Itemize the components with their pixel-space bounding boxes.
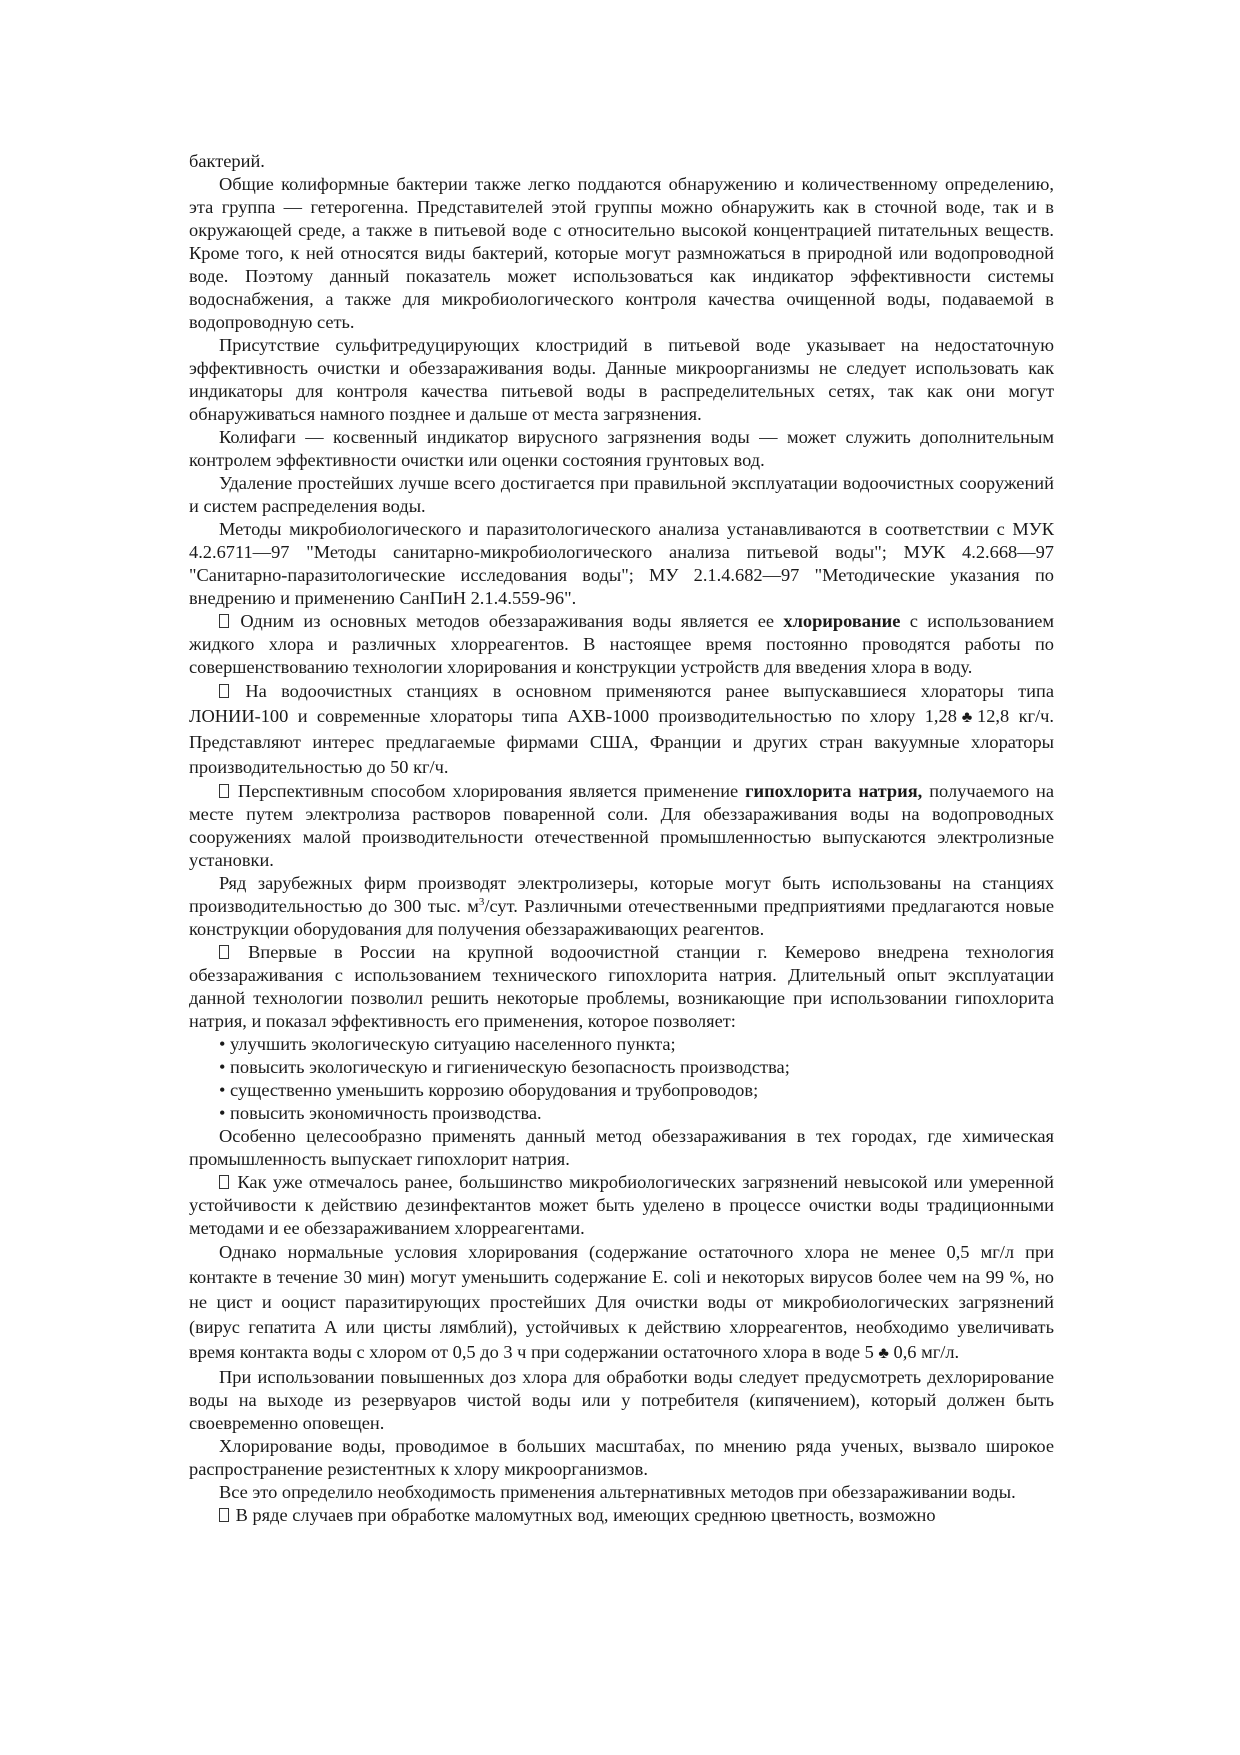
bullet-item: • существенно уменьшить коррозию оборудования и трубопроводов; [219, 1080, 759, 1100]
superscript: 3 [478, 896, 485, 908]
bullet-item: • улучшить экологическую ситуацию населенного пункта; [219, 1034, 676, 1054]
paragraph-13: Как уже отмечалось ранее, большинство микробиологических загрязнений невысокой или умеренной устойчивости к действию дезинфектантов может быть уделено в процессе очистки воды традиционными методами и ее обеззараживанием хлорреагентами. [189, 1172, 1054, 1238]
paragraph-8: На водоочистных станциях в основном применяются ранее выпускавшиеся хлораторы типа ЛОНИИ-100 и современные хлораторы типа АХВ-1000 производительностью по хлору 1,28♣12,8 кг/ч. Представляют интерес предлагаемые фирмами США, Франции и других стран вакуумные хлораторы производительностью до 50 кг/ч. [189, 681, 1055, 777]
club-symbol: ♣ [878, 1345, 889, 1362]
paragraph-1: бактерий. [189, 151, 265, 171]
bullet-item: • повысить экономичность производства. [219, 1103, 542, 1123]
paragraph-6: Методы микробиологического и паразитологического анализа устанавливаются в соответствии с МУК 4.2.6711—97 "Методы санитарно-микробиологического анализа питьевой воды"; МУК 4.2.668—97 "Санитарно-паразитологические исследования воды"; МУ 2.1.4.682—97 "Методические указания по внедрению и применению СанПиН 2.1.4.559-96". [189, 519, 1054, 608]
paragraph-10: Ряд зарубежных фирм производят электролизеры, которые могут быть использованы на станциях производительностью до 300 тыс. $м^3$/сут. Различными отечественными предприятиями предлагаются новые конструкции оборудования для получения обеззараживающих реагентов. [189, 873, 1054, 939]
paragraph-11: Впервые в России на крупной водоочистной станции г. Кемерово внедрена технология обеззараживания с использованием технического гипохлорита натрия. Длительный опыт эксплуатации данной технологии позволил решить некоторые проблемы, возникающие при использовании гипохлорита натрия, и показал эффективность его применения, которое позволяет: [189, 942, 1054, 1031]
missing-glyph-icon [219, 614, 229, 628]
paragraph-18: В ряде случаев при обработке маломутных вод, имеющих среднюю цветность, возможно [189, 1504, 1054, 1527]
bold-term: хлорирование [783, 611, 901, 631]
bullet-item: • повысить экологическую и гигиеническую безопасность производства; [219, 1057, 790, 1077]
missing-glyph-icon [219, 1508, 229, 1522]
paragraph-4: Колифаги — косвенный индикатор вирусного загрязнения воды — может служить дополнительным контролем эффективности очистки или оценки состояния грунтовых вод. [189, 427, 1054, 470]
paragraph-16: Хлорирование воды, проводимое в больших масштабах, по мнению ряда ученых, вызвало широкое распространение резистентных к хлору микроорганизмов. [189, 1436, 1054, 1479]
missing-glyph-icon [219, 784, 229, 798]
document-page [189, 150, 1054, 1527]
paragraph-14: Однако нормальные условия хлорирования (содержание остаточного хлора не менее 0,5 мг/л при контакте в течение 30 мин) могут уменьшить содержание E. coli и некоторых вирусов более чем на 99 %, но не цист и ооцист паразитирующих простейших Для очистки воды от микробиологических загрязнений (вирус гепатита А или цисты лямблий), устойчивых к действию хлорреагентов, необходимо увеличивать время контакта воды с хлором от 0,5 до 3 ч при содержании остаточного хлора в воде 5 ♣ 0,6 мг/л. [189, 1242, 1054, 1362]
club-symbol: ♣ [956, 709, 977, 726]
paragraph-5: Удаление простейших лучше всего достигается при правильной эксплуатации водоочистных сооружений и систем распределения воды. [189, 473, 1054, 516]
paragraph-15: При использовании повышенных доз хлора для обработки воды следует предусмотреть дехлорирование воды на выходе из резервуаров чистой воды или у потребителя (кипячением), который должен быть своевременно оповещен. [189, 1367, 1054, 1433]
bold-term: гипохлорита натрия, [745, 781, 923, 801]
missing-glyph-icon [219, 684, 229, 698]
paragraph-9: Перспективным способом хлорирования является применение гипохлорита натрия, получаемого на месте путем электролиза растворов поваренной соли. Для обеззараживания воды на водопроводных сооружениях малой производительности отечественной промышленностью выпускаются электролизные установки. [189, 781, 1054, 870]
paragraph-2: Общие колиформные бактерии также легко поддаются обнаружению и количественному определению, эта группа — гетерогенна. Представителей этой группы можно обнаружить как в сточной воде, так и в окружающей среде, а также в питьевой воде с относительно высокой концентрацией питательных веществ. Кроме того, к ней относятся виды бактерий, которые могут размножаться в природной или водопроводной воде. Поэтому данный показатель может использоваться как индикатор эффективности системы водоснабжения, а также для микробиологического контроля качества очищенной воды, подаваемой в водопроводную сеть. [189, 174, 1054, 332]
missing-glyph-icon [219, 1175, 229, 1189]
paragraph-3: Присутствие сульфитредуцирующих клостридий в питьевой воде указывает на недостаточную эффективность очистки и обеззараживания воды. Данные микроорганизмы не следует использовать как индикаторы для контроля качества питьевой воды в распределительных сетях, так как они могут обнаруживаться намного позднее и дальше от места загрязнения. [189, 335, 1054, 424]
paragraph-12: Особенно целесообразно применять данный метод обеззараживания в тех городах, где химическая промышленность выпускает гипохлорит натрия. [189, 1126, 1054, 1169]
missing-glyph-icon [219, 945, 229, 959]
paragraph-17: Все это определило необходимость применения альтернативных методов при обеззараживании воды. [219, 1482, 1016, 1502]
paragraph-7: Одним из основных методов обеззараживания воды является ее хлорирование с использованием жидкого хлора и различных хлорреагентов. В настоящее время постоянно проводятся работы по совершенствованию технологии хлорирования и конструкции устройств для введения хлора в воду. [189, 611, 1054, 677]
